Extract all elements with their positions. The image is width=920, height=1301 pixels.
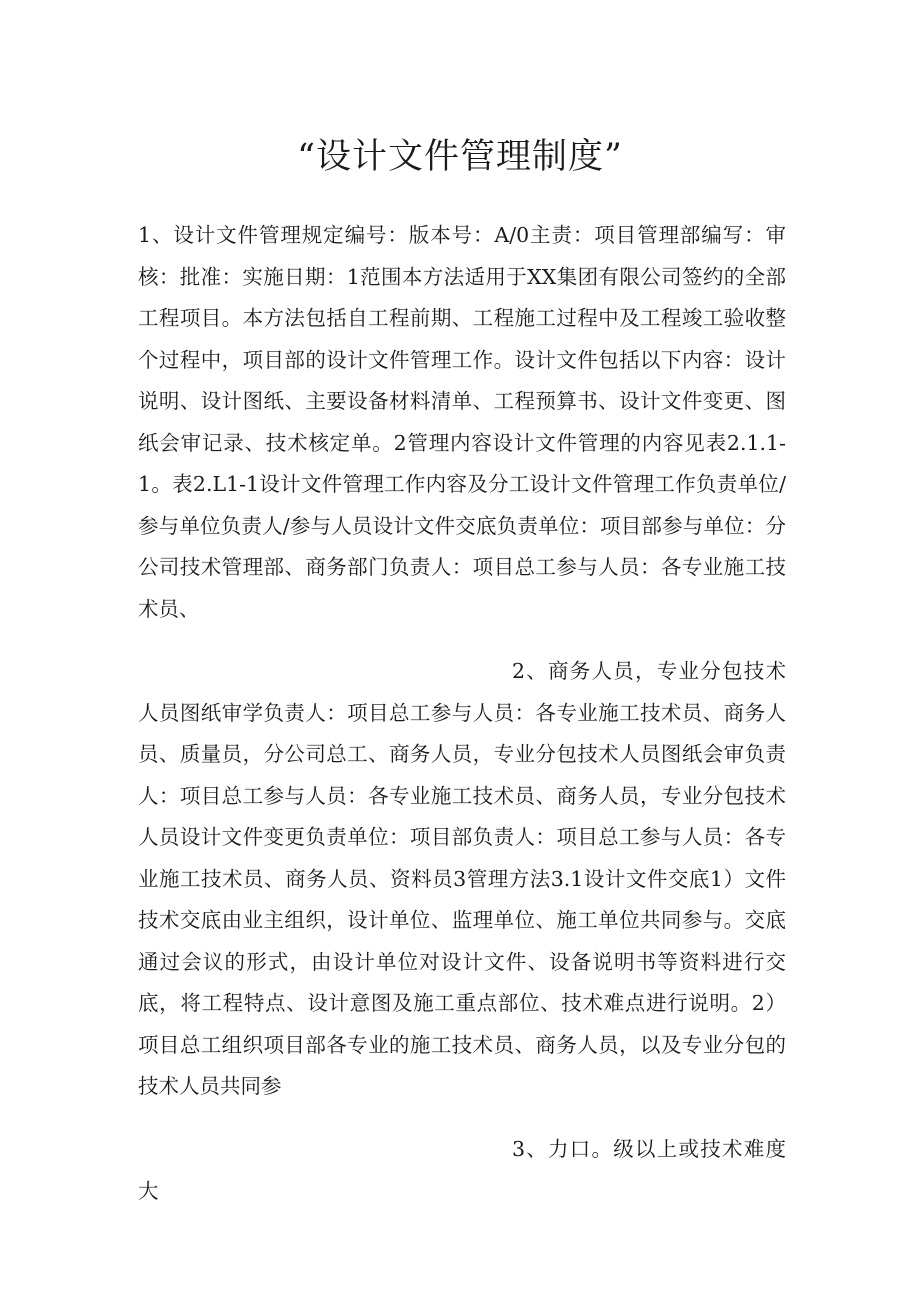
document-title: “设计文件管理制度” (297, 137, 623, 177)
paragraph-3: 3、力口。级以上或技术难度大 (138, 1137, 786, 1203)
paragraph-2: 2、商务人员，专业分包技术人员图纸审学负责人：项目总工参与人员：各专业施工技术员、商务人员、质量员，分公司总工、商务人员，专业分包技术人员图纸会审负责人：项目总工参与人员：各专业施工技术员、商务人员，专业分包技术人员设计文件变更负责单位：项目部负责人：项目总工参与人员：各专业施工技术员、商务人员、资料员3管理方法3.1设计文件交底1）文件技术交底由业主组织，设计单位、监理单位、施工单位共同参与。交底通过会议的形式，由设计单位对设计文件、设备说明书等资料进行交底，将工程特点、设计意图及施工重点部位、技术难点进行说明。2）项目总工组织项目部各专业的施工技术员、商务人员，以及专业分包的技术人员共同参 (138, 659, 786, 1098)
paragraph-1: 1、设计文件管理规定编号：版本号：A/0主责：项目管理部编写：审核：批准：实施日期：1范围本方法适用于XX集团有限公司签约的全部工程项目。本方法包括自工程前期、工程施工过程中及工程竣工验收整个过程中，项目部的设计文件管理工作。设计文件包括以下内容：设计说明、设计图纸、主要设备材料清单、工程预算书、设计文件变更、图纸会审记录、技术核定单。2管理内容设计文件管理的内容见表2.1.1-1。表2.L1-1设计文件管理工作内容及分工设计文件管理工作负责单位/参与单位负责人/参与人员设计文件交底负责单位：项目部参与单位：分公司技术管理部、商务部门负责人：项目总工参与人员：各专业施工技术员、 (138, 223, 786, 621)
